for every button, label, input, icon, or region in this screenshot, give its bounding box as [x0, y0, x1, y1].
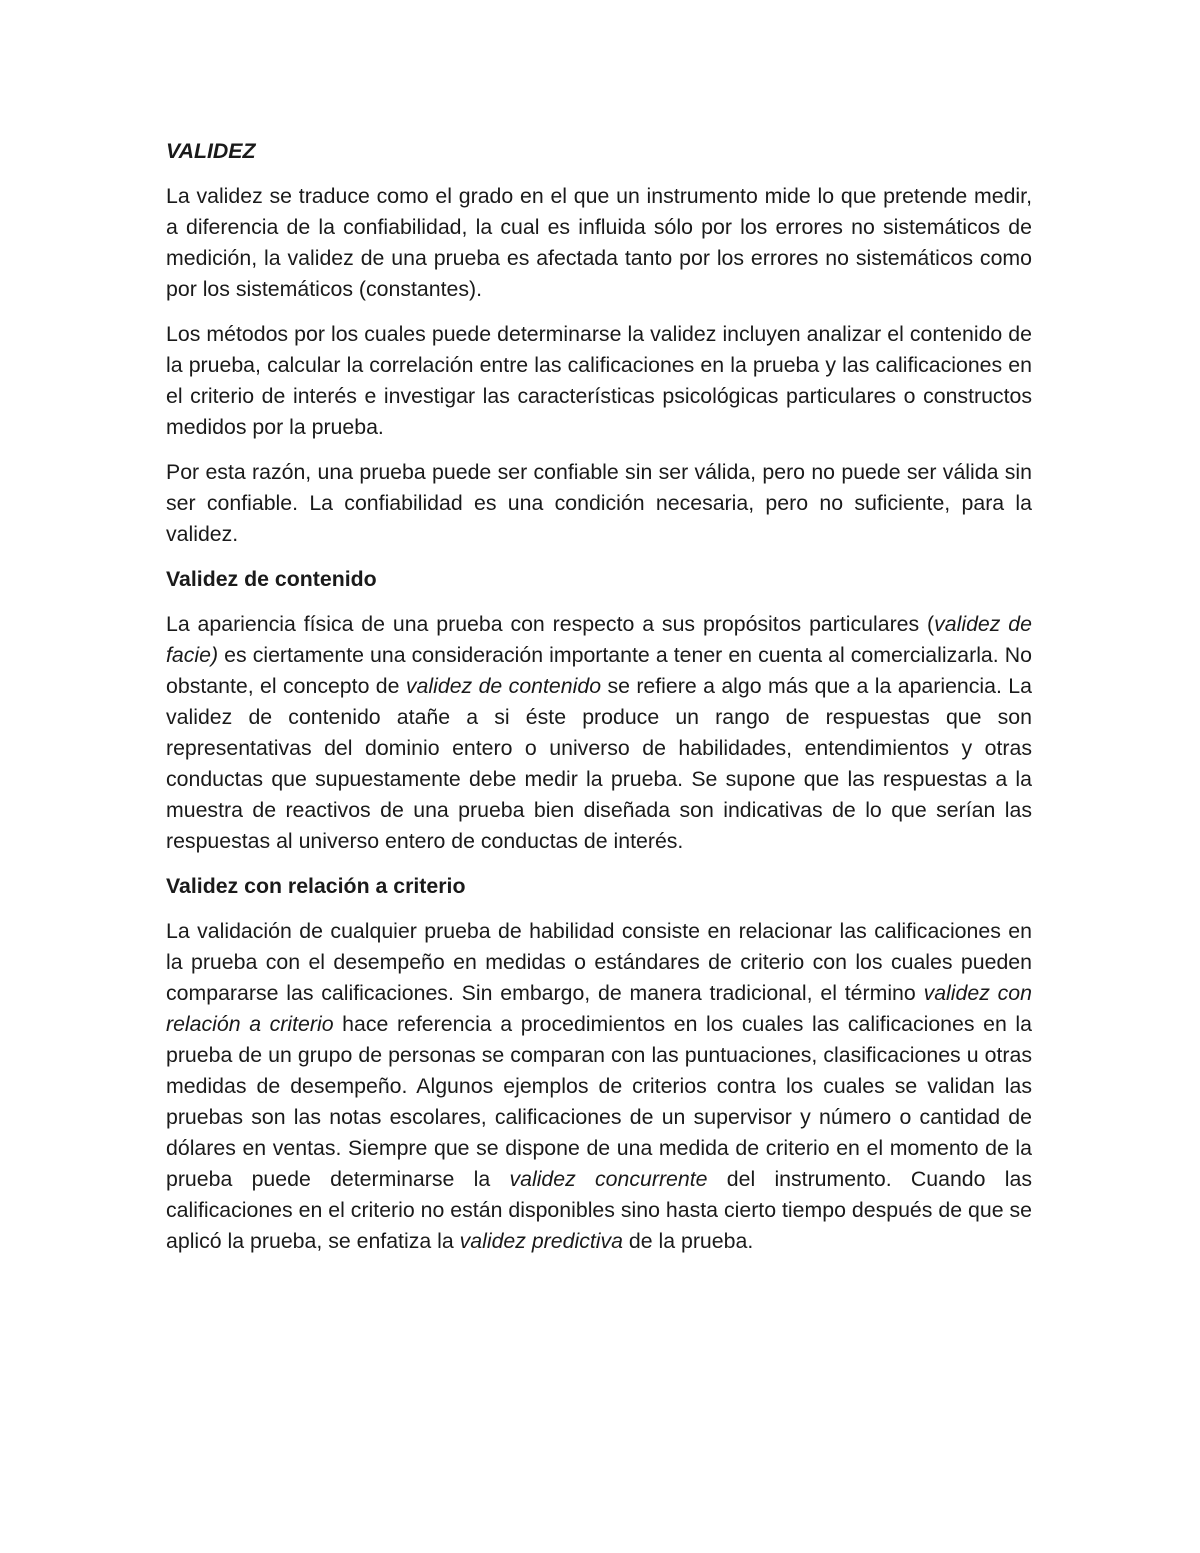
content-text-2: es ciertamente una consideración importante a tener en cuenta al comercializarla. No obstante, el concepto de	[166, 643, 1032, 698]
criterion-text-4: de la prueba.	[622, 1229, 754, 1253]
content-text-3: se refiere a algo más que a la apariencia. La validez de contenido atañe a si éste produce un rango de respuestas que son representativas del dominio entero o universo de habilidades, entendimientos y otras conductas que supuestamente debe medir la prueba. Se supone que las respuestas a la muestra de reactivos de una prueba bien diseñada son indicativas de lo que serían las respuestas al universo entero de conductas de interés.	[166, 674, 1033, 853]
intro-paragraph-1: La validez se traduce como el grado en el que un instrumento mide lo que pretende medir, a diferencia de la confiabilidad, la cual es influida sólo por los errores no sistemáticos de medición, la validez de una prueba es afectada tanto por los errores no sistemáticos como por los sistemáticos (constantes).	[166, 184, 1032, 301]
content-emphasis-1: validez de facie)	[166, 612, 1032, 667]
content-emphasis-2: validez de contenido	[405, 674, 602, 698]
section-heading-criterion-validity: Validez con relación a criterio	[166, 874, 466, 898]
content-validity-paragraph	[166, 609, 1032, 857]
criterion-text-2: hace referencia a procedimientos en los cuales las calificaciones en la prueba de un grupo de personas se comparan con las puntuaciones, clasificaciones u otras medidas de desempeño. Algunos ejemplos de criterios contra los cuales se validan las pruebas son las notas escolares, calificaciones de un supervisor y número o cantidad de dólares en ventas. Siempre que se dispone de una medida de criterio en el momento de la prueba puede determinarse la	[166, 1012, 1032, 1191]
criterion-validity-paragraph	[166, 916, 1032, 1257]
criterion-emphasis-2: validez concurrente	[509, 1167, 708, 1191]
criterion-emphasis-1: validez con relación a criterio	[166, 981, 1032, 1036]
criterion-text-3: del instrumento. Cuando las calificaciones en el criterio no están disponibles sino hasta cierto tiempo después de que se aplicó la prueba, se enfatiza la	[166, 1167, 1032, 1253]
criterion-text-1: La validación de cualquier prueba de habilidad consiste en relacionar las calificaciones en la prueba con el desempeño en medidas o estándares de criterio con los cuales pueden compararse las calificaciones. Sin embargo, de manera tradicional, el término	[166, 919, 1032, 1005]
intro-paragraph-2: Los métodos por los cuales puede determinarse la validez incluyen analizar el contenido de la prueba, calcular la correlación entre las calificaciones en la prueba y las calificaciones en el criterio de interés e investigar las características psicológicas particulares o constructos medidos por la prueba.	[166, 322, 1032, 439]
section-heading-content-validity: Validez de contenido	[166, 567, 377, 591]
content-text-1: La apariencia física de una prueba con respecto a sus propósitos particulares (	[166, 612, 935, 636]
intro-paragraph-3: Por esta razón, una prueba puede ser confiable sin ser válida, pero no puede ser válida sin ser confiable. La confiabilidad es una condición necesaria, pero no suficiente, para la validez.	[166, 460, 1032, 546]
document-page	[166, 136, 1032, 1271]
document-title: VALIDEZ	[166, 139, 256, 163]
criterion-emphasis-3: validez predictiva	[459, 1229, 623, 1253]
